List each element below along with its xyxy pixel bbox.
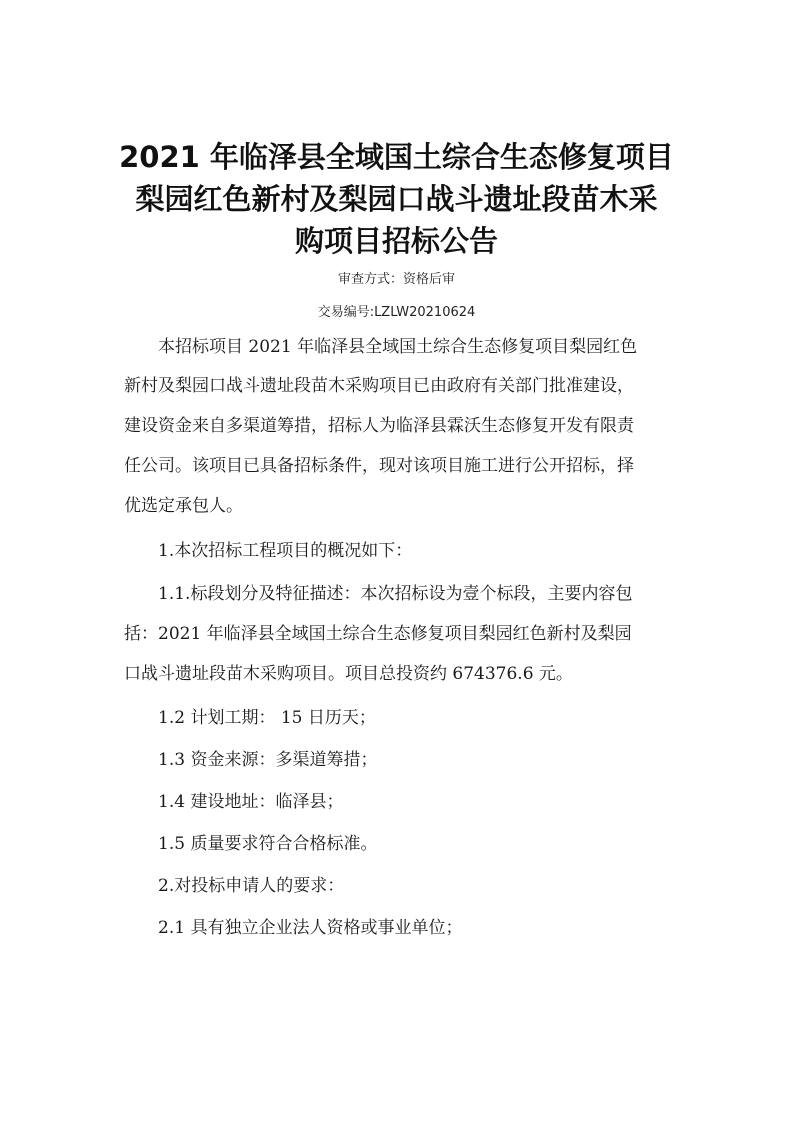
body-line-5: 优选定承包人。 bbox=[124, 496, 243, 516]
document-title-line-3: 购项目招标公告 bbox=[294, 224, 498, 258]
body-line-1: 本招标项目 2021 年临泽县全域国土综合生态修复项目梨园红色 bbox=[158, 337, 638, 357]
document-title-line-2: 梨园红色新村及梨园口战斗遗址段苗木采 bbox=[135, 182, 658, 216]
item-1-3: 1.3 资金来源：多渠道筹措； bbox=[158, 750, 378, 770]
body-line-3: 建设资金来自多渠道筹措，招标人为临泽县霖沃生态修复开发有限责 bbox=[124, 416, 634, 436]
document-title-line-1: 2021 年临泽县全域国土综合生态修复项目 bbox=[119, 140, 674, 174]
item-1-1-line-2: 括：2021 年临泽县全域国土综合生态修复项目梨园红色新村及梨园 bbox=[124, 624, 632, 644]
item-1-2: 1.2 计划工期： 15 日历天； bbox=[158, 708, 376, 728]
review-method: 审查方式：资格后审 bbox=[337, 272, 455, 287]
item-1-1-line-1: 1.1.标段划分及特征描述：本次招标设为壹个标段，主要内容包 bbox=[158, 584, 633, 604]
body-line-4: 任公司。该项目已具备招标条件，现对该项目施工进行公开招标，择 bbox=[124, 456, 634, 476]
section-2-heading: 2.对投标申请人的要求： bbox=[158, 876, 345, 896]
section-1-heading: 1.本次招标工程项目的概况如下： bbox=[158, 541, 413, 561]
body-line-2: 新村及梨园口战斗遗址段苗木采购项目已由政府有关部门批准建设， bbox=[124, 376, 634, 396]
item-1-4: 1.4 建设地址：临泽县； bbox=[158, 792, 344, 812]
transaction-number: 交易编号:LZLW20210624 bbox=[317, 305, 476, 320]
item-1-5: 1.5 质量要求符合合格标准。 bbox=[158, 834, 378, 854]
item-2-1: 2.1 具有独立企业法人资格或事业单位； bbox=[158, 918, 463, 938]
item-1-1-line-3: 口战斗遗址段苗木采购项目。项目总投资约 674376.6 元。 bbox=[124, 664, 573, 684]
